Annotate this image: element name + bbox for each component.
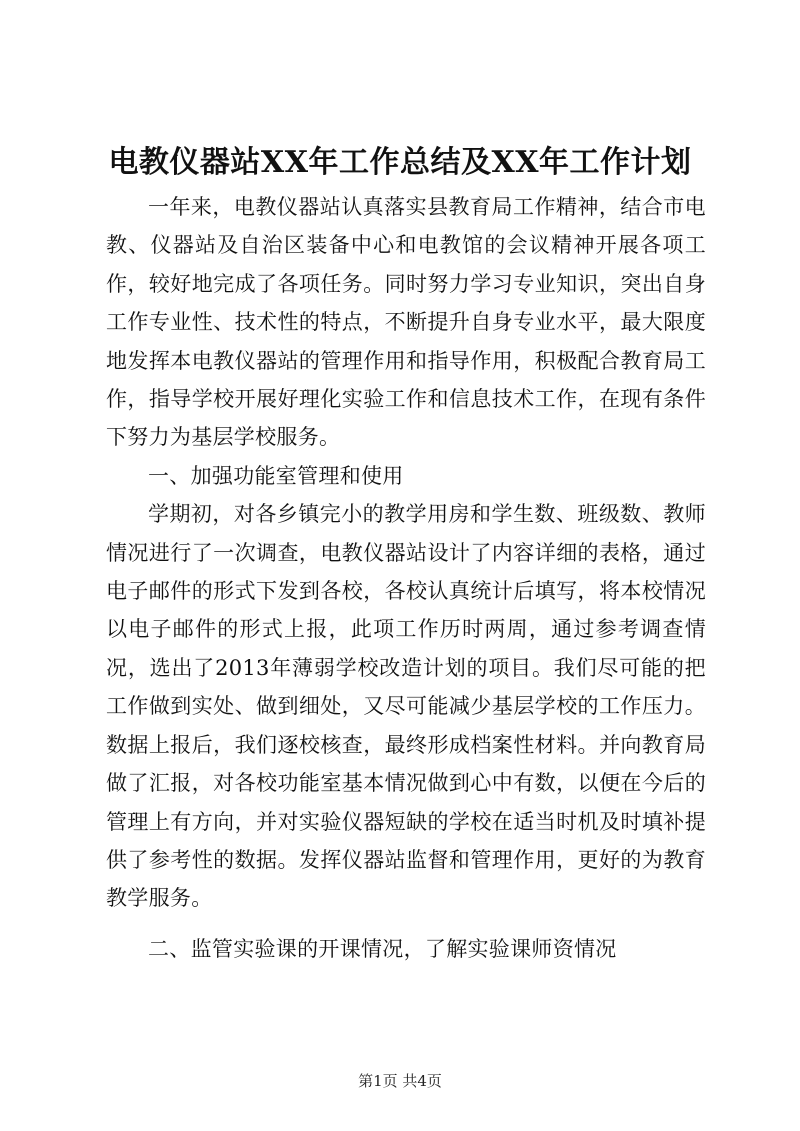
section-1-paragraph: 学期初，对各乡镇完小的教学用房和学生数、班级数、教师情况进行了一次调查，电教仪器站设计了内容详细的表格，通过电子邮件的形式下发到各校，各校认真统计后填写，将本校情况以电子邮件的形式上报，此项工作历时两周，通过参考调查情况，选出了2013年薄弱学校改造计划的项目。我们尽可能的把工作做到实处、做到细处，又尽可能减少基层学校的工作压力。数据上报后，我们逐校核查，最终形成档案性材料。并向教育局做了汇报，对各校功能室基本情况做到心中有数，以便在今后的管理上有方向，并对实验仪器短缺的学校在适当时机及时填补提供了参考性的数据。发挥仪器站监督和管理作用，更好的为教育教学服务。	[106, 502, 706, 911]
section-heading-1: 一、加强功能室管理和使用	[148, 463, 404, 488]
page-number-footer: 第1页 共4页	[358, 1072, 442, 1090]
document-title: 电教仪器站XX年工作总结及XX年工作计划	[108, 145, 692, 180]
document-body	[106, 188, 706, 968]
intro-paragraph: 一年来，电教仪器站认真落实县教育局工作精神，结合市电教、仪器站及自治区装备中心和电教馆的会议精神开展各项工作，较好地完成了各项任务。同时努力学习专业知识，突出自身工作专业性、技术性的特点，不断提升自身专业水平，最大限度地发挥本电教仪器站的管理作用和指导作用，积极配合教育局工作，指导学校开展好理化实验工作和信息技术工作，在现有条件下努力为基层学校服务。	[106, 195, 706, 450]
section-heading-2: 二、监管实验课的开课情况，了解实验课师资情况	[148, 936, 617, 961]
